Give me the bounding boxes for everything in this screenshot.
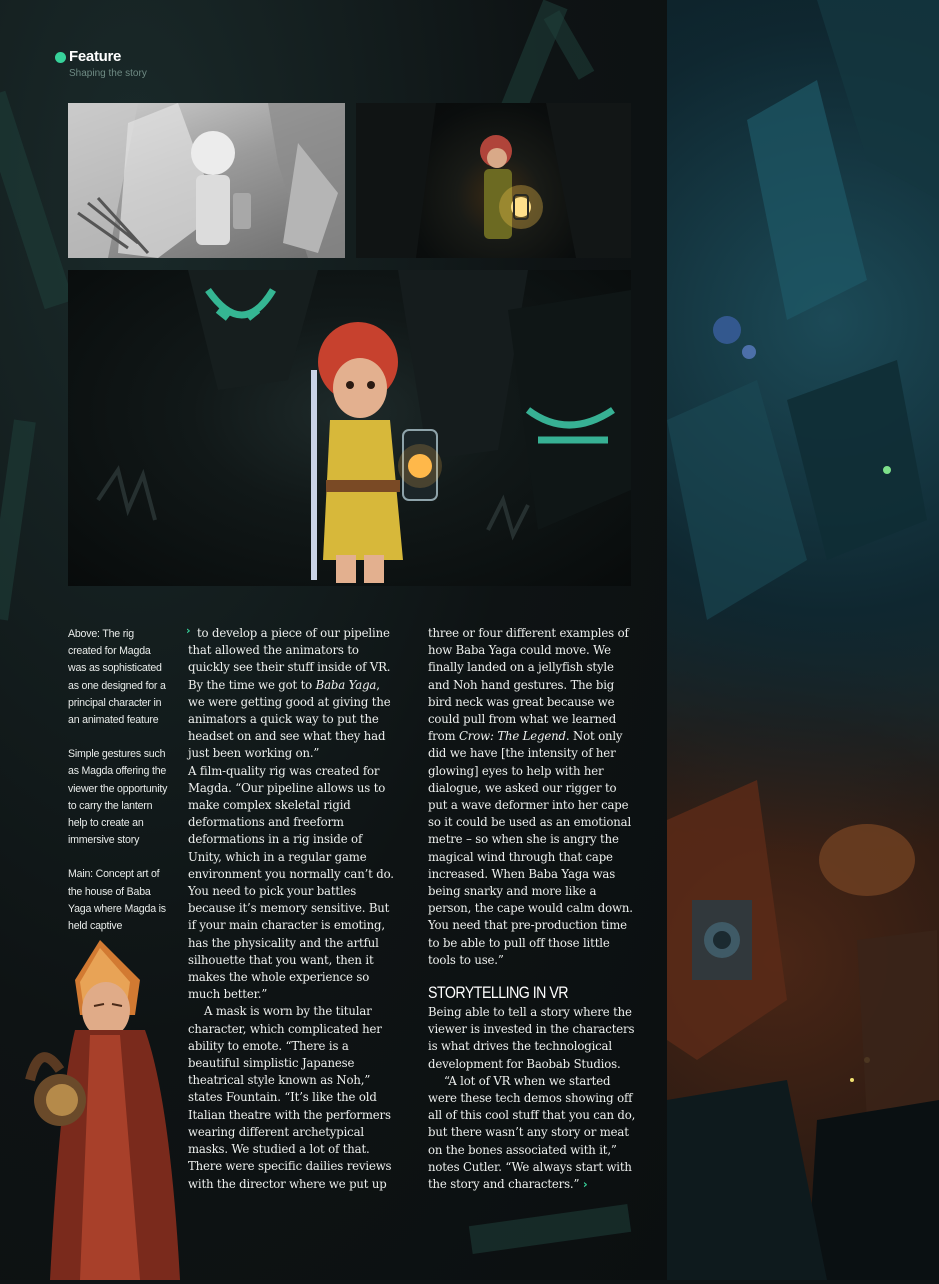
- section-dot-icon: [55, 52, 66, 63]
- decorative-vine: [0, 91, 73, 310]
- article-column-1: [188, 625, 396, 1193]
- caption-main: Main: Concept art of the house of Baba Yaga where Magda is held captive: [68, 868, 166, 933]
- subheading: STORYTELLING IN VR: [428, 984, 569, 1003]
- caption-gestures: Simple gestures such as Magda offering the viewer the opportunity to carry the lantern help to create an immersive story: [68, 748, 168, 847]
- paragraph-text: three or four different examples of how Baba Yaga could move. We finally landed on a jellyfish style and Noh hand gestures. The big bird neck was great because we could pull from what we learned from: [428, 626, 629, 744]
- lantern-image: [356, 103, 631, 258]
- concept-art-house: [667, 0, 939, 1280]
- rig-render: [68, 103, 345, 258]
- baba-yaga-figure: [20, 940, 190, 1280]
- title-italic: Crow: The Legend: [459, 729, 566, 744]
- title-italic: Baba Yaga: [315, 677, 377, 692]
- section-subtitle: Shaping the story: [69, 68, 147, 79]
- main-magda-image: [68, 270, 631, 586]
- continue-arrow-icon: ›: [582, 1177, 588, 1192]
- paragraph: A film-quality rig was created for Magda. “Our pipeline allows us to make complex skeletal rigid deformations and freeform deformations in a rig inside of Unity, which in a regular game environment you normally can’t do. You need to pick your battles because it’s memory sensitive. But if your main character is emoting, has the physicality and the artful silhouette that you want, then it makes the whole experience so much better.”: [188, 763, 394, 1002]
- lantern-render: [356, 103, 631, 258]
- continued-arrow-icon: ›: [186, 624, 191, 637]
- decorative-vine: [469, 1204, 631, 1254]
- paragraph-text: to develop a piece of our pipeline that allowed the animators to quickly see their stuff inside of VR. By the time we got to: [188, 626, 391, 692]
- magda-scene: [68, 270, 631, 586]
- paragraph: [428, 1073, 636, 1193]
- rig-image: [68, 103, 345, 258]
- paragraph-text: “A lot of VR when we started were these tech demos showing off all of this cool stuff that you can do, but there wasn’t any story or meat on the bones associated with it,” notes Cutler. “We always start with the story and characters.”: [428, 1073, 636, 1192]
- caption-above: Above: The rig created for Magda was as sophisticated as one designed for a principal character in an animated feature: [68, 628, 166, 727]
- paragraph: [428, 625, 636, 969]
- paragraph: [188, 625, 396, 763]
- paragraph-text: , we were getting good at giving the animators a quick way to put the headset on and see what they had just been working on.”: [188, 677, 391, 761]
- section-title: Feature: [69, 48, 122, 65]
- image-captions: [68, 626, 168, 952]
- baba-yaga-illustration: [20, 940, 190, 1280]
- paragraph: A mask is worn by the titular character, which complicated her ability to emote. “There is a beautiful simplistic Japanese theatrical style known as Noh,” states Fountain. “It’s like the old Italian theatre with the performers wearing different archetypical masks. We studied a lot of that. There were specific dailies reviews with the director where we put up: [188, 1004, 392, 1191]
- paragraph-text: . Not only did we have [the intensity of her glowing] eyes to help with her dialogue, we asked our rigger to put a wave deformer into her cape so it could be used as an emotional metre – so when she is angry the magical wind through that cape increased. When Baba Yaga was being snarky and more like a person, the cape would calm down. You need that pre-production time to be able to pull off those little tools to use.”: [428, 729, 633, 967]
- decorative-vine: [0, 419, 36, 620]
- concept-art-shapes: [667, 0, 939, 1280]
- paragraph: Being able to tell a story where the viewer is invested in the characters is what drives the technological development for Baobab Studios.: [428, 1005, 635, 1071]
- article-column-2: [428, 625, 636, 1193]
